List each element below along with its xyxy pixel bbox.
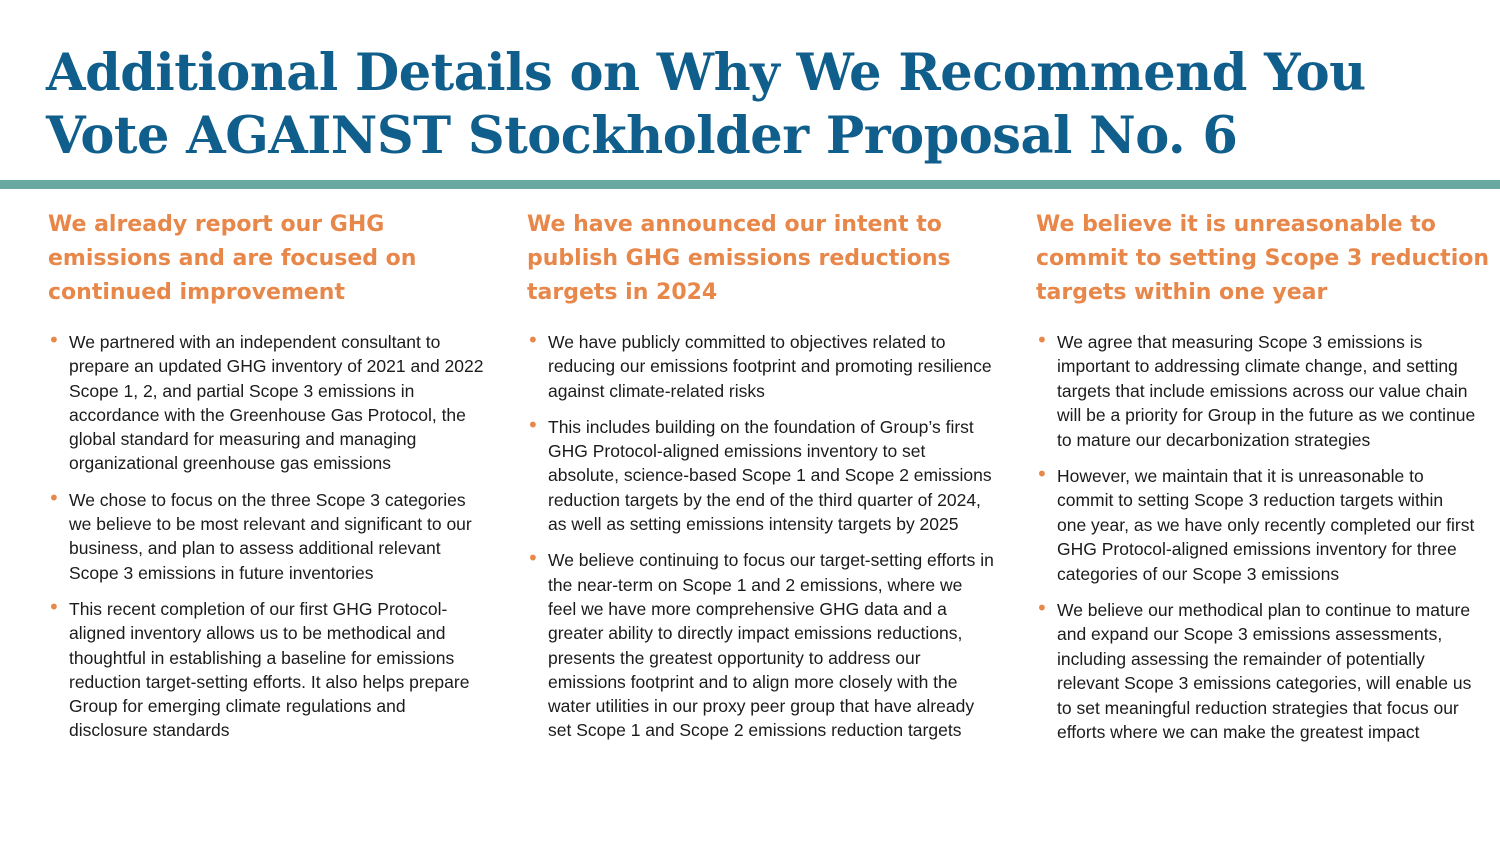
bullet-list: [1036, 330, 1476, 745]
bullet-text: However, we maintain that it is unreasonable to commit to setting Scope 3 reduction targets within one year, as we have only recently completed our first GHG Protocol-aligned emissions inventory for three categories of our Scope 3 emissions: [1057, 466, 1475, 584]
bullet-dot-icon: •: [527, 328, 539, 352]
bullet-dot-icon: •: [48, 328, 60, 352]
column-heading-line: targets within one year: [1036, 280, 1328, 305]
bullet-text: We believe continuing to focus our target-setting efforts in the near-term on Scope 1 and 2 emissions, where we feel we have more comprehensive GHG data and a greater ability to directly impact emissions reductions, presents the greatest opportunity to address our emissions footprint and to align more closely with the water utilities in our proxy peer group that have already set Scope 1 and Scope 2 emissions reduction targets: [548, 550, 994, 741]
page-title-line-2: Vote AGAINST Stockholder Proposal No. 6: [46, 106, 1238, 166]
bullet-item: [1036, 330, 1476, 452]
bullet-text: We chose to focus on the three Scope 3 categories we believe to be most relevant and significant to our business, and plan to assess additional relevant Scope 3 emissions in future inventories: [69, 489, 472, 583]
column-heading: [527, 208, 995, 310]
column-announced-intent: [527, 208, 995, 755]
bullet-dot-icon: •: [1036, 328, 1048, 352]
bullet-list: [48, 330, 488, 743]
bullet-item: [48, 594, 488, 743]
bullet-item: [527, 548, 995, 742]
column-heading-line: continued improvement: [48, 280, 345, 305]
column-heading-line: publish GHG emissions reductions: [527, 246, 951, 271]
bullet-item: [1036, 598, 1476, 744]
column-heading-line: commit to setting Scope 3 reduction: [1036, 246, 1490, 271]
bullet-list: [527, 330, 995, 743]
bullet-item: [1036, 464, 1476, 586]
bullet-item: [527, 412, 995, 536]
bullet-text: We agree that measuring Scope 3 emissions is important to addressing climate change, and setting targets that include emissions across our value chain will be a priority for Group in the future as we continue to mature our decarbonization strategies: [1057, 332, 1476, 450]
column-heading-line: targets in 2024: [527, 280, 718, 305]
bullet-text: We have publicly committed to objectives related to reducing our emissions footprint and promoting resilience against climate-related risks: [548, 332, 992, 401]
column-heading: [1036, 208, 1490, 310]
title-divider: [0, 180, 1500, 189]
bullet-dot-icon: •: [1036, 596, 1048, 621]
page-title-line-1: Additional Details on Why We Recommend You: [46, 43, 1366, 103]
column-heading-line: emissions and are focused on: [48, 246, 417, 271]
column-heading-line: We believe it is unreasonable to: [1036, 212, 1436, 237]
bullet-item: [48, 330, 488, 476]
column-heading-line: We already report our GHG: [48, 212, 385, 237]
bullet-text: This recent completion of our first GHG Protocol-aligned inventory allows us to be methodical and thoughtful in establishing a baseline for emissions reduction target-setting efforts. It also helps prepare Group for emerging climate regulations and disclosure standards: [69, 598, 470, 741]
bullet-dot-icon: •: [48, 594, 60, 619]
bullet-text: This includes building on the foundation of Group’s first GHG Protocol-aligned emissions inventory to set absolute, science-based Scope 1 and Scope 2 emissions reduction targets by the end of the third quarter of 2024, as well as setting emissions intensity targets by 2025: [548, 416, 992, 535]
bullet-dot-icon: •: [1036, 462, 1048, 487]
bullet-dot-icon: •: [48, 485, 60, 510]
bullet-text: We believe our methodical plan to continue to mature and expand our Scope 3 emissions assessments, including assessing the remainder of potentially relevant Scope 3 emissions categories, will enable us to set meaningful reduction strategies that focus our efforts where we can make the greatest impact: [1057, 600, 1472, 743]
page-title: [46, 42, 1466, 168]
bullet-dot-icon: •: [527, 546, 539, 571]
bullet-item: [527, 330, 995, 403]
column-unreasonable-scope3: [1036, 208, 1490, 757]
bullet-dot-icon: •: [527, 412, 539, 437]
bullet-item: [48, 485, 488, 585]
column-heading-line: We have announced our intent to: [527, 212, 942, 237]
column-heading: [48, 208, 488, 310]
bullet-text: We partnered with an independent consultant to prepare an updated GHG inventory of 2021 and 2022 Scope 1, 2, and partial Scope 3 emissions in accordance with the Greenhouse Gas Protocol, the global standard for measuring and managing organizational greenhouse gas emissions: [69, 332, 484, 474]
column-already-report: [48, 208, 488, 755]
